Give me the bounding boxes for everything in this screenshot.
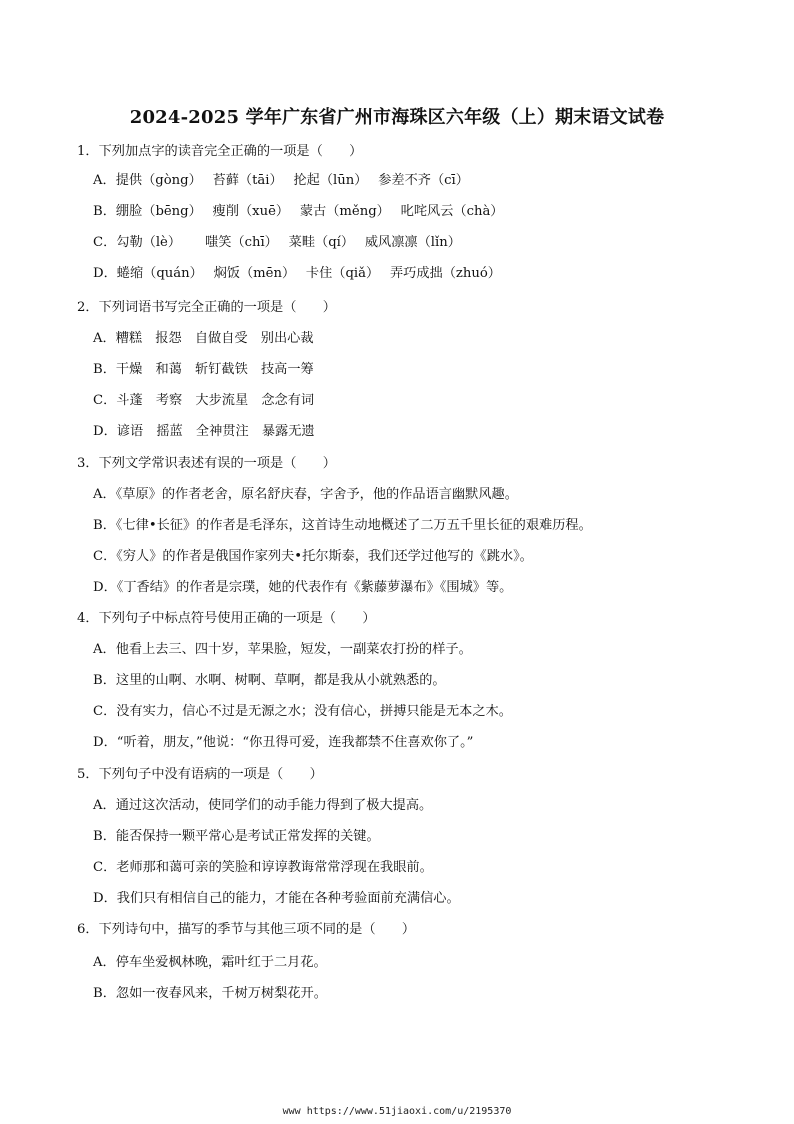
question-4-option-b: B．这里的山啊、水啊、树啊、草啊，都是我从小就熟悉的。 xyxy=(93,673,446,688)
question-3-option-d: D．《丁香结》的作者是宗璞，她的代表作有《紫藤萝瀑布》《围城》等。 xyxy=(93,580,513,595)
question-4-option-c: C．没有实力，信心不过是无源之水；没有信心，拼搏只能是无本之木。 xyxy=(93,704,512,719)
question-2-option-d: D．谚语 摇蓝 全神贯注 暴露无遗 xyxy=(93,424,315,439)
question-1-option-b: B．绷脸（bēng） 瘦削（xuē） 蒙古（měng） 叱咤风云（chà） xyxy=(93,204,504,219)
question-3-option-b: B．《七律•长征》的作者是毛泽东，这首诗生动地概述了二万五千里长征的艰难历程。 xyxy=(93,518,592,533)
question-6-stem: 6．下列诗句中，描写的季节与其他三项不同的是（ ） xyxy=(77,922,416,937)
footer-watermark-url: www https://www.51jiaoxi.com/u/2195370 xyxy=(282,1106,512,1117)
question-5-option-b: B．能否保持一颗平常心是考试正常发挥的关键。 xyxy=(93,829,380,844)
question-2-option-c: C．斗蓬 考察 大步流星 念念有词 xyxy=(93,393,315,408)
question-5-option-a: A．通过这次活动，使同学们的动手能力得到了极大提高。 xyxy=(93,798,433,813)
question-5-option-d: D．我们只有相信自己的能力，才能在各种考验面前充满信心。 xyxy=(93,891,460,906)
question-4-option-a: A．他看上去三、四十岁，苹果脸，短发，一副菜农打扮的样子。 xyxy=(93,642,472,657)
question-1-stem: 1．下列加点字的读音完全正确的一项是（ ） xyxy=(77,144,363,159)
question-1-option-c: C．勾勒（lè） 嗤笑（chī） 菜畦（qí） 威风凛凛（lǐn） xyxy=(93,235,461,250)
question-3-option-a: A．《草原》的作者老舍，原名舒庆春，字舍予，他的作品语言幽默风趣。 xyxy=(93,487,518,502)
exam-title: 2024-2025 学年广东省广州市海珠区六年级（上）期末语文试卷 xyxy=(129,107,665,128)
question-1-option-a: A．提供（gòng） 苔藓（tāi） 抡起（lūn） 参差不齐（cī） xyxy=(93,173,469,188)
question-4-stem: 4．下列句子中标点符号使用正确的一项是（ ） xyxy=(77,611,376,626)
question-3-stem: 3．下列文学常识表述有误的一项是（ ） xyxy=(77,456,336,471)
question-5-stem: 5．下列句子中没有语病的一项是（ ） xyxy=(77,767,323,782)
question-2-option-b: B．干燥 和蔼 斩钉截铁 技高一筹 xyxy=(93,362,314,377)
question-1-option-d: D．蜷缩（quán） 焖饭（mēn） 卡住（qiǎ） 弄巧成拙（zhuó） xyxy=(93,266,501,281)
question-3-option-c: C．《穷人》的作者是俄国作家列夫•托尔斯泰，我们还学过他写的《跳水》。 xyxy=(93,549,533,564)
question-4-option-d: D．“听着，朋友，”他说：“你丑得可爱，连我都禁不住喜欢你了。” xyxy=(93,735,474,750)
question-5-option-c: C．老师那和蔼可亲的笑脸和谆谆教诲常常浮现在我眼前。 xyxy=(93,860,433,875)
question-6-option-a: A．停车坐爱枫林晚，霜叶红于二月花。 xyxy=(93,955,327,970)
question-2-option-a: A．糟糕 报怨 自做自受 别出心裁 xyxy=(93,331,314,346)
question-2-stem: 2．下列词语书写完全正确的一项是（ ） xyxy=(77,300,336,315)
question-6-option-b: B．忽如一夜春风来，千树万树梨花开。 xyxy=(93,986,327,1001)
